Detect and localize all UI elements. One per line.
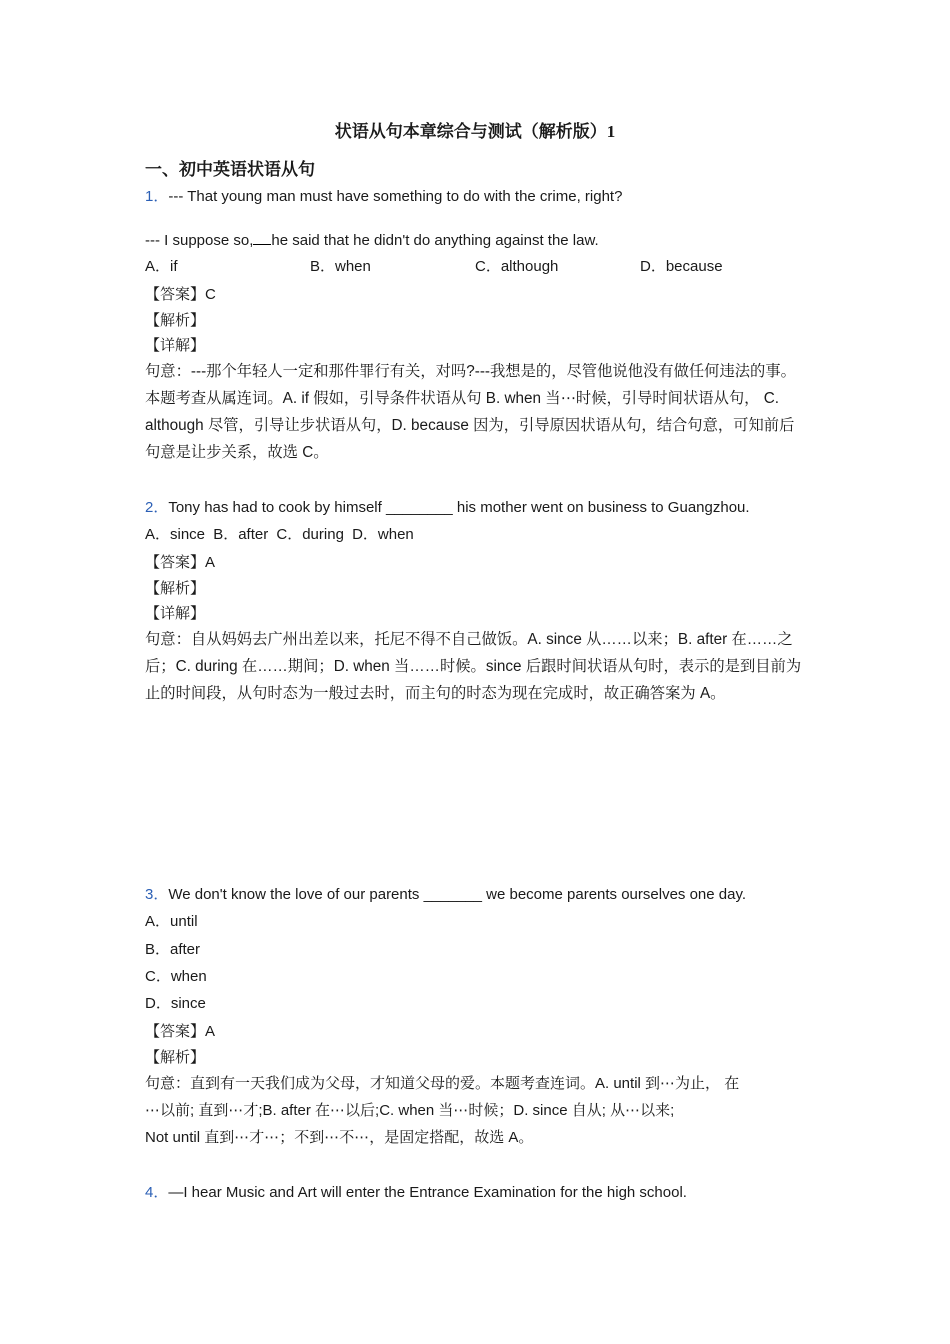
detail-label: 【详解】 bbox=[145, 605, 206, 622]
detail-label: 【详解】 bbox=[145, 337, 206, 354]
explanation-line: Not until 直到⋯才⋯；不到⋯不⋯，是固定搭配，故选 A。 bbox=[145, 1129, 534, 1146]
analysis-label: 【解析】 bbox=[145, 312, 206, 329]
option-b: B．when bbox=[310, 258, 371, 275]
question-text-part: he said that he didn't do anything against the law. bbox=[271, 232, 599, 249]
answer-label: 【答案】C bbox=[145, 286, 216, 303]
question-text: --- That young man must have something to do with the crime, right? bbox=[168, 188, 623, 205]
option-a: A．if bbox=[145, 258, 178, 275]
answer-blank bbox=[253, 230, 271, 245]
question-1-line2 bbox=[145, 230, 599, 251]
question-number: 3． bbox=[145, 886, 169, 903]
question-number: 1． bbox=[145, 188, 169, 205]
option-c: C．when bbox=[145, 968, 207, 985]
question-text: Tony has had to cook by himself ________ his mother went on business to Guangzhou. bbox=[168, 499, 750, 516]
answer-label: 【答案】A bbox=[145, 1023, 216, 1040]
explanation-text: 句意：自从妈妈去广州出差以来，托尼不得不自己做饭。A. since 从……以来；B. after 在……之后；C. during 在……期间；D. when 当……时候。since 后跟时间状语从句时，表示的是到目前为止的时间段，从句时态为一般过去时，而主句的时态为现在完成时，故正确答案为 A。 bbox=[145, 631, 802, 702]
question-text: —I hear Music and Art will enter the Entrance Examination for the high school. bbox=[168, 1184, 687, 1201]
question-2 bbox=[145, 498, 750, 518]
section-heading: 一、初中英语状语从句 bbox=[145, 160, 315, 179]
question-number: 2． bbox=[145, 499, 169, 516]
option-d: D．because bbox=[640, 258, 723, 275]
explanation-line: 句意：直到有一天我们成为父母，才知道父母的爱。本题考查连词。A. until 到⋯为止， 在 bbox=[145, 1075, 740, 1092]
question-4 bbox=[145, 1183, 687, 1203]
document-title: 状语从句本章综合与测试（解析版）1 bbox=[334, 122, 616, 141]
analysis-label: 【解析】 bbox=[145, 1049, 206, 1066]
question-number: 4． bbox=[145, 1184, 169, 1201]
options-line: A．since B．after C．during D．when bbox=[145, 526, 414, 543]
question-3 bbox=[145, 885, 746, 905]
option-a: A．until bbox=[145, 913, 198, 930]
question-text: We don't know the love of our parents _______ we become parents ourselves one day. bbox=[168, 886, 747, 903]
question-text-part: --- I suppose so, bbox=[145, 232, 254, 249]
option-d: D．since bbox=[145, 995, 206, 1012]
explanation-line: ⋯以前; 直到⋯才;B. after 在⋯以后;C. when 当⋯时候；D. since 自从; 从⋯以来; bbox=[145, 1102, 675, 1119]
option-c: C．although bbox=[475, 258, 559, 275]
answer-label: 【答案】A bbox=[145, 554, 216, 571]
explanation-text: 句意：---那个年轻人一定和那件罪行有关，对吗?---我想是的，尽管他说他没有做任何违法的事。本题考查从属连词。A. if 假如，引导条件状语从句 B. when 当⋯时候，引导时间状语从句， C. although 尽管，引导让步状语从句，D. because 因为，引导原因状语从句，结合句意，可知前后句意是让步关系，故选 C。 bbox=[145, 363, 796, 461]
option-b: B．after bbox=[145, 941, 201, 958]
question-1 bbox=[145, 187, 622, 207]
analysis-label: 【解析】 bbox=[145, 580, 206, 597]
